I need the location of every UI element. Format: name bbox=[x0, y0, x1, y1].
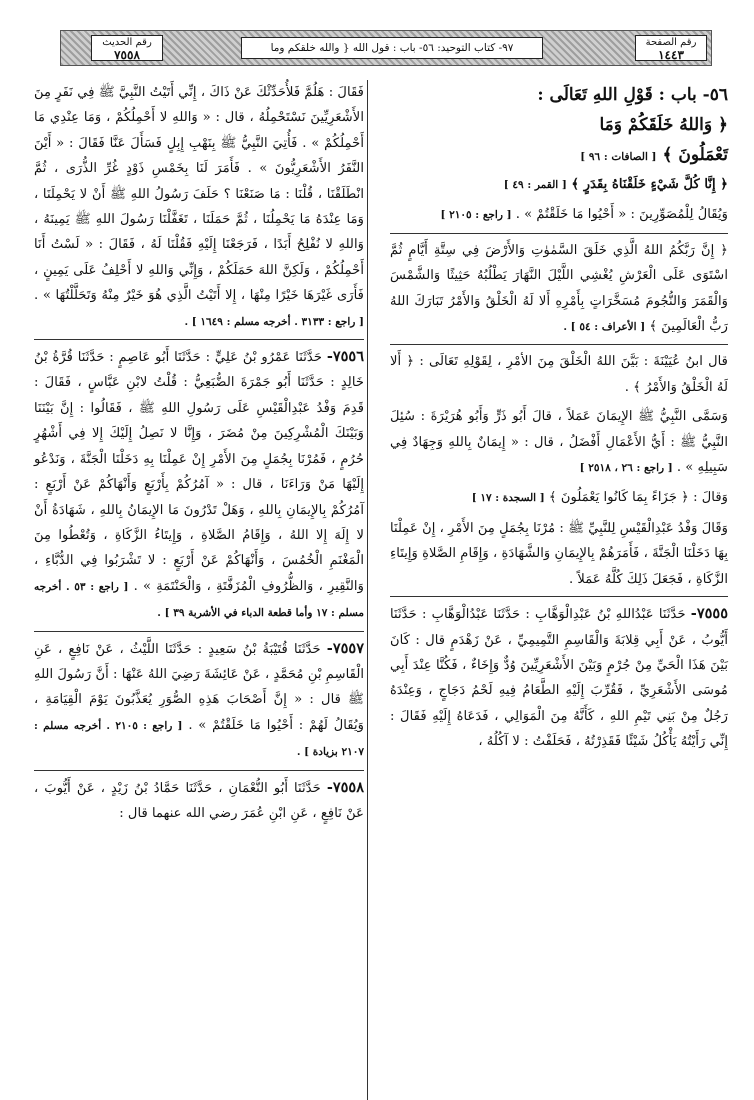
left-column bbox=[34, 80, 364, 1070]
verse-qamar bbox=[390, 172, 728, 198]
page-header bbox=[60, 30, 712, 66]
araf-text: ﴿ إِنَّ رَبَّكُمُ اللهُ الَّذِي خَلَقَ السَّمٰوٰتِ وَالأَرْضَ فِي سِتَّةِ أَيَّامٍ ثُمَّ اسْتَوَى عَلَى الْعَرْشِ يُغْشِي اللَّيْلَ النَّهَارَ يَطْلُبُهُ حَثِيثًا وَالشَّمْسَ وَالْقَمَرَ وَالنُّجُومَ مُسَخَّرَاتٍ بِأَمْرِهِ أَلا لَهُ الْخَلْقُ وَالأَمْرُ تَبَارَكَ اللهُ رَبُّ الْعَالَمِينَ ﴾ bbox=[390, 242, 728, 335]
section-rule-2 bbox=[390, 344, 728, 345]
chapter-heading bbox=[390, 80, 728, 172]
verse-qamar-ref: [ القمر : ٤٩ ] bbox=[503, 179, 567, 191]
chapter-title: ٥٦- باب : قَوْلِ اللهِ تَعَالَى : bbox=[537, 85, 728, 105]
araf-ref: [ الأعراف : ٥٤ ] . bbox=[563, 321, 646, 334]
wafd-para: وَقَالَ وَفْدُ عَبْدِالْقَيْسِ لِلنَّبِيِّ ﷺ : مُرْنَا بِجُمَلٍ مِنَ الأَمْرِ ، إِنْ عَمِلْنَا بِهَا دَخَلْنَا الْجَنَّةَ ، فَأَمَرَهُمْ بِالإِيمَانِ وَالشَّهَادَةِ ، وَإِقَامِ الصَّلاةِ وَإِيتَاءِ الزَّكَاةِ ، فَجَعَلَ ذَلِكَ كُلَّهُ عَمَلاً . bbox=[390, 520, 728, 587]
hadith-rule-7558 bbox=[34, 770, 364, 771]
musawwirin-para bbox=[390, 202, 728, 228]
iman-amal-ref: [ راجع : ٢٦ ، ٢٥١٨ ] bbox=[579, 462, 673, 475]
ibn-uyayna-para: قال ابنُ عُيَيْنَةَ : بَيَّنَ اللهُ الْخَلْقَ مِنَ الأمْرِ ، لِقَوْلِهِ تَعَالَى : ﴿ أَلا لَهُ الْخَلْقُ وَالأَمْرُ ﴾ . bbox=[390, 354, 728, 395]
hadith-7556 bbox=[34, 344, 364, 626]
hadith-7555 bbox=[390, 601, 728, 754]
hadith-7555-text: حَدَّثَنَا عَبْدُاللهِ بْنُ عَبْدِالْوَهَّابِ : حَدَّثَنَا عَبْدُالْوَهَّابِ : حَدَّثَنَا أَيُّوبُ ، عَنْ أَبِي قِلابَةَ وَالْقَاسِمِ التَّمِيمِيِّ ، عَنْ زَهْدَمٍ قال : كَانَ بَيْنَ هَذَا الْحَيِّ مِنْ جُرْمٍ وَبَيْنَ الأَشْعَرِيِّينَ وُدٌّ وَإِخَاءٌ ، فَكُنَّا عِنْدَ أَبِي مُوسَى الأَشْعَرِيِّ ، فَقُرِّبَ إِلَيْهِ الطَّعَامُ فِيهِ لَحْمُ دَجَاجٍ ، وَعِنْدَهُ رَجُلٌ مِنْ بَنِي تَيْمِ اللهِ ، كَأَنَّهُ مِنَ الْمَوَالِي ، فَدَعَاهُ إِلَيْهِ فَقَالَ : إِنِّي رَأَيْتُهُ يَأْكُلُ شَيْئًا فَقَذِرْتُهُ ، فَحَلَفْتُ : لا آكُلُهُ ، bbox=[390, 607, 728, 750]
hadith-7557-text: حَدَّثَنَا قُتَيْبَةُ بْنُ سَعِيدٍ : حَدَّثَنَا اللَّيْثُ ، عَنْ نَافِعٍ ، عَنِ الْقَاسِمِ بْنِ مُحَمَّدٍ ، عَنْ عَائِشَةَ رَضِيَ اللهُ عَنْهَا : أَنَّ رَسُولَ اللهِ ﷺ قال : « إِنَّ أَصْحَابَ هَذِهِ الصُّوَرِ يُعَذَّبُونَ يَوْمَ الْقِيَامَةِ ، وَيُقَالُ لَهُمْ : أَحْيُوا مَا خَلَقْتُمْ » . bbox=[34, 641, 364, 733]
chapter-verse-b: تَعْمَلُونَ ﴾ bbox=[662, 145, 728, 165]
continued-text: فَقَالَ : هَلُمَّ فَلأُحَدِّثْكَ عَنْ ذَاكَ ، إِنِّي أَتَيْتُ النَّبِيَّ ﷺ فِي نَفَرٍ مِنَ الأَشْعَرِيِّينَ نَسْتَحْمِلُهُ ، قال : « وَاللهِ لا أَحْمِلُكُمْ ، وَمَا عِنْدِي مَا أَحْمِلُكُمْ » . فَأُتِيَ النَّبِيُّ ﷺ بِنَهْبِ إِبِلٍ فَسَأَلَ عَنَّا فَقَالَ : « أَيْنَ النَّفَرُ الأَشْعَرِيُّونَ » . فَأَمَرَ لَنَا بِخَمْسِ ذَوْدٍ غُرِّ الذُّرَى ، ثُمَّ انْطَلَقْنَا ، قُلْنَا : مَا صَنَعْنَا ؟ حَلَفَ رَسُولُ اللهِ ﷺ أَنْ لا يَحْمِلَنَا ، وَمَا عِنْدَهُ مَا يَحْمِلُنَا ، ثُمَّ حَمَلَنَا ، تَغَفَّلْنَا رَسُولَ اللهِ ﷺ يَمِينَهُ ، وَاللهِ لا نُفْلِحُ أَبَدًا ، فَرَجَعْنَا إِلَيْهِ فَقُلْنَا لَهُ ، فَقَالَ : « لَسْتُ أَنَا أَحْمِلُكُمْ ، وَلَكِنَّ اللهَ حَمَلَكُمْ ، وَإِنِّي وَاللهِ لا أَحْلِفُ عَلَى يَمِينٍ ، فَأَرَى غَيْرَهَا خَيْرًا مِنْهَا ، إِلا أَتَيْتُ الَّذِي هُوَ خَيْرٌ مِنْهُ وَتَحَلَّلْتُهَا » . bbox=[34, 85, 364, 304]
hadith-rule-7555 bbox=[390, 596, 728, 597]
musawwirin-ref: [ راجع : ٢١٠٥ ] bbox=[440, 209, 512, 222]
hadith-7556-text: حَدَّثَنَا عَمْرُو بْنُ عَلِيٍّ : حَدَّثَنَا أَبُو عَاصِمٍ : حَدَّثَنَا قُرَّةُ بْنُ خَالِدٍ : حَدَّثَنَا أَبُو جَمْرَةَ الضُّبَعِيُّ : قُلْتُ لابْنِ عَبَّاسٍ ، فَقَالَ : قَدِمَ وَفْدُ عَبْدِالْقَيْسِ عَلَى رَسُولِ اللهِ ﷺ ، فَقَالُوا : إِنَّ بَيْنَنَا وَبَيْنَكَ الْمُشْرِكِينَ مِنْ مُضَرَ ، وَإِنَّا لا نَصِلُ إِلَيْكَ إِلا فِي أَشْهُرٍ حُرُمٍ ، فَمُرْنَا بِجُمَلٍ مِنَ الأَمْرِ إِنْ عَمِلْنَا بِهِ دَخَلْنَا الْجَنَّةَ ، وَنَدْعُو إِلَيْهَا مَنْ وَرَاءَنَا ، قال : « آمُرُكُمْ بِأَرْبَعٍ وَأَنْهَاكُمْ عَنْ أَرْبَعٍ : آمُرُكُمْ بِالإِيمَانِ بِاللهِ ، وَهَلْ تَدْرُونَ مَا الإِيمَانُ بِاللهِ ، شَهَادَةُ أَنْ لا إِلَهَ إِلا اللهُ ، وَإِقَامُ الصَّلاةِ ، وَإِيتَاءُ الزَّكَاةِ ، وَتُعْطُوا مِنَ الْمَغْنَمِ الْخُمُسَ ، وَأَنْهَاكُمْ عَنْ أَرْبَعٍ : لا تَشْرَبُوا فِي الدُّبَّاءِ ، وَالنَّقِيرِ ، وَالظُّرُوفِ الْمُزَفَّتَةِ ، وَالْحَنْتَمَةِ » . bbox=[34, 350, 364, 594]
right-column bbox=[390, 80, 728, 1070]
araf-verse bbox=[390, 238, 728, 341]
sajda-text: وَقالَ : ﴿ جَزَاءً بِمَا كَانُوا يَعْمَلُونَ ﴾ bbox=[548, 490, 728, 506]
chapter-verse-a: ﴿ وَاللهُ خَلَقَكُمْ وَمَا bbox=[599, 115, 728, 135]
hadith-rule-7557 bbox=[34, 631, 364, 632]
hadith-7558-number: ٧٥٥٨- bbox=[326, 778, 364, 796]
hadith-7557-ref: [ راجع : ٢١٠٥ . أخرجه مسلم : ٢١٠٧ بزيادة ] . bbox=[34, 719, 364, 759]
hadith-number: ٧٥٥٨ bbox=[114, 48, 140, 62]
page-number-box bbox=[635, 35, 707, 61]
hadith-7558-text: حَدَّثَنَا أَبُو النُّعْمَانِ ، حَدَّثَنَا حَمَّادُ بْنُ زَيْدٍ ، عَنْ أَيُّوبَ ، عَنْ نَافِعٍ ، عَنِ ابْنِ عُمَرَ رضي الله عنهما قال : bbox=[34, 780, 364, 821]
iman-amal-text: وَسَمَّى النَّبِيُّ ﷺ الإِيمَانَ عَمَلاً ، قالَ أَبُو ذَرٍّ وَأَبُو هُرَيْرَةَ : سُئِلَ النَّبِيُّ ﷺ : أَيُّ الأَعْمَالِ أَفْضَلُ ، قال : « إِيمَانٌ بِاللهِ وَجِهَادٌ فِي سَبِيلِهِ » . bbox=[390, 409, 728, 476]
hadith-7557 bbox=[34, 636, 364, 766]
section-rule bbox=[390, 233, 728, 234]
column-divider bbox=[367, 80, 368, 1100]
hadith-7556-ref: [ راجع : ٥٣ . أخرجه مسلم : ١٧ وأما قطعة الدباء في الأشربة ٣٩ ] . bbox=[34, 580, 364, 620]
chapter-ref: [ الصافات : ٩٦ ] bbox=[580, 151, 657, 163]
hadith-number-label: رقم الحديث bbox=[102, 37, 152, 48]
hadith-7556-number: ٧٥٥٦- bbox=[326, 348, 364, 366]
book-chapter-title: ٩٧- كتاب التوحيد: ٥٦- باب : قول الله { والله خلقكم وما bbox=[241, 37, 543, 59]
sajda-para bbox=[390, 485, 728, 511]
hadith-7557-number: ٧٥٥٧- bbox=[326, 639, 364, 657]
chapter-verse-b-line bbox=[390, 140, 728, 172]
iman-amal-para bbox=[390, 404, 728, 481]
continued-para bbox=[34, 80, 364, 335]
page-number-label: رقم الصفحة bbox=[645, 37, 697, 48]
verse-qamar-text: ﴿ إِنَّا كُلَّ شَيْءٍ خَلَقْنَاهُ بِقَدَرٍ ﴾ bbox=[571, 177, 728, 192]
hadith-number-box bbox=[91, 35, 163, 61]
hadith-rule-7556 bbox=[34, 339, 364, 340]
musawwirin-text: وَيُقَالُ لِلْمُصَوِّرِينَ : « أَحْيُوا مَا خَلَقْتُمْ » . bbox=[515, 207, 728, 223]
hadith-7555-number: ٧٥٥٥- bbox=[690, 605, 728, 623]
continued-ref: [ راجع : ٣١٣٣ . أخرجه مسلم : ١٦٤٩ ] . bbox=[184, 315, 364, 328]
sajda-ref: [ السجدة : ١٧ ] bbox=[471, 492, 545, 505]
page-number: ١٤٤٣ bbox=[658, 48, 684, 62]
hadith-7558 bbox=[34, 775, 364, 827]
